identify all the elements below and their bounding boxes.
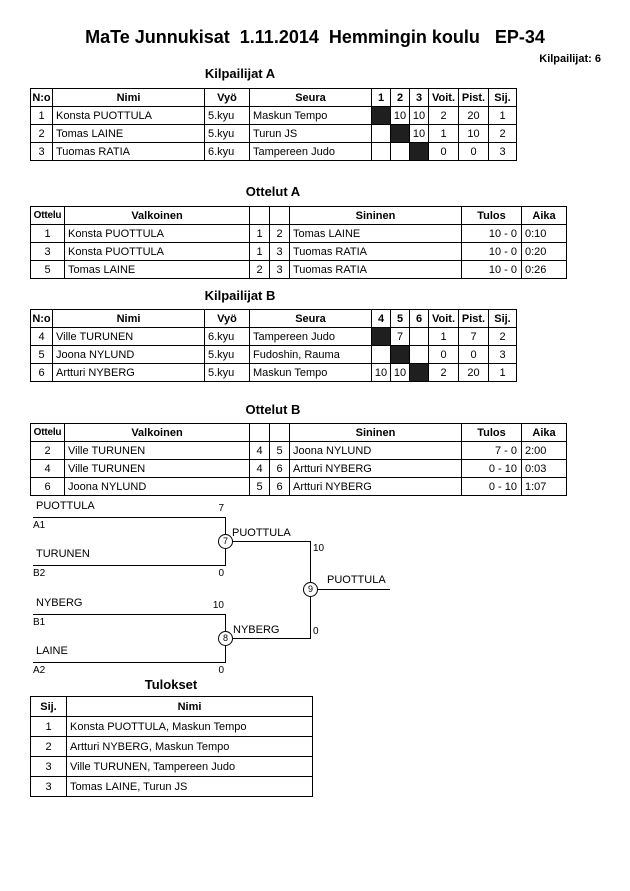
cell-result: 10 (410, 125, 429, 143)
cell-place: 3 (489, 143, 517, 161)
cell-blue-name: Joona NYLUND (290, 442, 462, 460)
section-heading-kilpailijat-b: Kilpailijat B (204, 288, 276, 303)
col-header-m3: 3 (410, 89, 429, 107)
cell-place: 2 (489, 125, 517, 143)
page-title: MaTe Junnukisat 1.11.2014 Hemmingin koulu EP-34 (85, 27, 545, 47)
pool-row (31, 143, 517, 161)
cell-result: 0 - 10 (462, 478, 522, 496)
cell-time: 0:03 (522, 460, 567, 478)
col-header-no: N:o (31, 310, 53, 328)
col-header-points: Pist. (459, 310, 489, 328)
pool-header-row (31, 310, 517, 328)
cell-result (391, 143, 410, 161)
cell-blue-name: Tuomas RATIA (290, 261, 462, 279)
cell-blue-no: 2 (270, 225, 290, 243)
cell-points: 0 (459, 346, 489, 364)
cell-blue-name: Artturi NYBERG (290, 460, 462, 478)
cell-white-name: Konsta PUOTTULA (65, 243, 250, 261)
cell-points: 7 (459, 328, 489, 346)
col-header-m1: 1 (372, 89, 391, 107)
cell-wins: 0 (429, 346, 459, 364)
bracket-sf2-top-score: 10 (212, 600, 224, 611)
bracket-match9-number: 9 (303, 582, 318, 597)
bracket-final-winner-name: PUOTTULA (327, 574, 386, 586)
cell-wins: 2 (429, 107, 459, 125)
col-header-white: Valkoinen (65, 207, 250, 225)
cell-white-name: Konsta PUOTTULA (65, 225, 250, 243)
section-heading-kilpailijat-a: Kilpailijat A (204, 66, 276, 81)
col-header-blue: Sininen (290, 207, 462, 225)
col-header-white-no (250, 424, 270, 442)
section-heading-ottelut-b: Ottelut B (245, 402, 301, 417)
bracket-sf2-bottom-score: 0 (218, 665, 224, 676)
cell-points: 20 (459, 107, 489, 125)
cell-white-no: 4 (250, 442, 270, 460)
col-header-club: Seura (250, 310, 372, 328)
col-header-place: Sij. (31, 697, 67, 717)
match-row (31, 478, 567, 496)
match-header-row (31, 207, 567, 225)
cell-white-name: Ville TURUNEN (65, 460, 250, 478)
col-header-name: Nimi (53, 310, 205, 328)
kilpailijat-a-table (30, 88, 517, 161)
cell-blue-no: 5 (270, 442, 290, 460)
cell-name: Artturi NYBERG (53, 364, 205, 382)
cell-belt: 5.kyu (205, 346, 250, 364)
cell-result-self (391, 346, 410, 364)
cell-belt: 6.kyu (205, 143, 250, 161)
col-header-white: Valkoinen (65, 424, 250, 442)
bracket-sf2-top-name: NYBERG (36, 597, 83, 609)
cell-no: 6 (31, 364, 53, 382)
cell-white-no: 5 (250, 478, 270, 496)
col-header-wins: Voit. (429, 89, 459, 107)
match-row (31, 243, 567, 261)
cell-belt: 6.kyu (205, 328, 250, 346)
match-row (31, 225, 567, 243)
cell-name: Tuomas RATIA (53, 143, 205, 161)
cell-time: 0:26 (522, 261, 567, 279)
col-header-blue-no (270, 207, 290, 225)
cell-name: Tomas LAINE, Turun JS (67, 777, 313, 797)
col-header-no: N:o (31, 89, 53, 107)
cell-place: 1 (489, 364, 517, 382)
ottelut-a-table (30, 206, 567, 279)
cell-match-no: 2 (31, 442, 65, 460)
bracket-sf1-winner-line (226, 541, 310, 542)
cell-result: 10 (372, 364, 391, 382)
bracket-sf2-winner-line (226, 638, 310, 639)
bracket-sf1-top-name: PUOTTULA (36, 500, 95, 512)
cell-result: 7 - 0 (462, 442, 522, 460)
cell-belt: 5.kyu (205, 364, 250, 382)
cell-club: Tampereen Judo (250, 143, 372, 161)
cell-name: Joona NYLUND (53, 346, 205, 364)
pool-row (31, 346, 517, 364)
cell-no: 4 (31, 328, 53, 346)
cell-time: 0:10 (522, 225, 567, 243)
cell-match-no: 1 (31, 225, 65, 243)
cell-result: 10 (391, 107, 410, 125)
bracket-match7-number: 7 (218, 534, 233, 549)
col-header-belt: Vyö (205, 310, 250, 328)
cell-club: Turun JS (250, 125, 372, 143)
cell-white-no: 1 (250, 225, 270, 243)
cell-points: 20 (459, 364, 489, 382)
bracket-sf1-bottom-score: 0 (218, 568, 224, 579)
cell-club: Maskun Tempo (250, 107, 372, 125)
cell-result: 10 (391, 364, 410, 382)
cell-name: Ville TURUNEN, Tampereen Judo (67, 757, 313, 777)
cell-match-no: 5 (31, 261, 65, 279)
competitor-count: Kilpailijat: 6 (539, 53, 601, 65)
pool-row (31, 125, 517, 143)
cell-result: 10 - 0 (462, 243, 522, 261)
col-header-m3: 6 (410, 310, 429, 328)
cell-name: Tomas LAINE (53, 125, 205, 143)
cell-white-name: Tomas LAINE (65, 261, 250, 279)
match-row (31, 442, 567, 460)
section-heading-ottelut-a: Ottelut A (245, 184, 301, 199)
bracket-sf2-top-line (33, 614, 226, 615)
cell-blue-name: Artturi NYBERG (290, 478, 462, 496)
cell-name: Ville TURUNEN (53, 328, 205, 346)
cell-white-no: 4 (250, 460, 270, 478)
cell-match-no: 4 (31, 460, 65, 478)
bracket-sf1-top-seed: A1 (33, 520, 46, 531)
cell-white-no: 2 (250, 261, 270, 279)
cell-place: 2 (489, 328, 517, 346)
bracket-sf2-bottom-line (33, 662, 226, 663)
bracket-sf2-winner-score: 0 (313, 626, 319, 637)
cell-result: 10 (410, 107, 429, 125)
cell-place: 3 (31, 777, 67, 797)
cell-place: 1 (489, 107, 517, 125)
cell-match-no: 6 (31, 478, 65, 496)
cell-result: 7 (391, 328, 410, 346)
cell-white-no: 1 (250, 243, 270, 261)
cell-result (410, 328, 429, 346)
match-row (31, 460, 567, 478)
cell-result (372, 125, 391, 143)
bracket-final-winner-line (311, 589, 390, 590)
cell-club: Maskun Tempo (250, 364, 372, 382)
col-header-blue-no (270, 424, 290, 442)
cell-blue-no: 6 (270, 460, 290, 478)
cell-club: Tampereen Judo (250, 328, 372, 346)
pool-row (31, 328, 517, 346)
cell-result-self (391, 125, 410, 143)
cell-points: 0 (459, 143, 489, 161)
cell-wins: 2 (429, 364, 459, 382)
cell-blue-no: 3 (270, 243, 290, 261)
cell-time: 2:00 (522, 442, 567, 460)
col-header-white-no (250, 207, 270, 225)
col-header-time: Aika (522, 207, 567, 225)
bracket-sf2-bottom-seed: A2 (33, 665, 46, 676)
cell-wins: 1 (429, 328, 459, 346)
cell-result-self (372, 328, 391, 346)
cell-place: 2 (31, 737, 67, 757)
ottelut-b-table (30, 423, 567, 496)
cell-place: 3 (489, 346, 517, 364)
col-header-place: Sij. (489, 89, 517, 107)
cell-belt: 5.kyu (205, 107, 250, 125)
bracket-sf2-winner-name: NYBERG (233, 624, 280, 636)
col-header-result: Tulos (462, 424, 522, 442)
cell-time: 0:20 (522, 243, 567, 261)
results-row (31, 717, 313, 737)
col-header-match: Ottelu (31, 207, 65, 225)
results-header-row (31, 697, 313, 717)
col-header-points: Pist. (459, 89, 489, 107)
bracket-sf1-bottom-seed: B2 (33, 568, 46, 579)
match-row (31, 261, 567, 279)
results-row (31, 757, 313, 777)
cell-name: Konsta PUOTTULA, Maskun Tempo (67, 717, 313, 737)
col-header-result: Tulos (462, 207, 522, 225)
cell-club: Fudoshin, Rauma (250, 346, 372, 364)
bracket-sf1-winner-score: 10 (313, 543, 325, 554)
cell-match-no: 3 (31, 243, 65, 261)
kilpailijat-b-table (30, 309, 517, 382)
pool-row (31, 364, 517, 382)
cell-result-self (372, 107, 391, 125)
cell-result: 10 - 0 (462, 225, 522, 243)
results-row (31, 777, 313, 797)
col-header-name: Nimi (53, 89, 205, 107)
cell-no: 3 (31, 143, 53, 161)
cell-belt: 5.kyu (205, 125, 250, 143)
bracket-sf1-top-line (33, 517, 226, 518)
cell-result: 10 - 0 (462, 261, 522, 279)
cell-result-self (410, 364, 429, 382)
col-header-club: Seura (250, 89, 372, 107)
cell-result: 0 - 10 (462, 460, 522, 478)
col-header-place: Sij. (489, 310, 517, 328)
cell-wins: 0 (429, 143, 459, 161)
pool-row (31, 107, 517, 125)
col-header-blue: Sininen (290, 424, 462, 442)
bracket-match8-number: 8 (218, 631, 233, 646)
match-header-row (31, 424, 567, 442)
cell-no: 5 (31, 346, 53, 364)
tulokset-table (30, 696, 313, 797)
cell-wins: 1 (429, 125, 459, 143)
bracket-sf2-top-seed: B1 (33, 617, 46, 628)
col-header-wins: Voit. (429, 310, 459, 328)
col-header-match: Ottelu (31, 424, 65, 442)
cell-result (372, 143, 391, 161)
bracket-sf1-winner-name: PUOTTULA (232, 527, 291, 539)
col-header-time: Aika (522, 424, 567, 442)
col-header-name: Nimi (67, 697, 313, 717)
cell-result (410, 346, 429, 364)
cell-place: 3 (31, 757, 67, 777)
cell-result (372, 346, 391, 364)
cell-blue-no: 6 (270, 478, 290, 496)
results-row (31, 737, 313, 757)
bracket-sf1-bottom-line (33, 565, 226, 566)
section-heading-tulokset: Tulokset (144, 677, 198, 692)
cell-white-name: Joona NYLUND (65, 478, 250, 496)
cell-no: 2 (31, 125, 53, 143)
cell-white-name: Ville TURUNEN (65, 442, 250, 460)
bracket-sf2-bottom-name: LAINE (36, 645, 68, 657)
col-header-m2: 5 (391, 310, 410, 328)
cell-no: 1 (31, 107, 53, 125)
cell-points: 10 (459, 125, 489, 143)
col-header-belt: Vyö (205, 89, 250, 107)
pool-header-row (31, 89, 517, 107)
bracket-sf1-bottom-name: TURUNEN (36, 548, 90, 560)
cell-place: 1 (31, 717, 67, 737)
bracket-sf1-top-score: 7 (218, 503, 224, 514)
cell-blue-name: Tuomas RATIA (290, 243, 462, 261)
cell-name: Konsta PUOTTULA (53, 107, 205, 125)
cell-name: Artturi NYBERG, Maskun Tempo (67, 737, 313, 757)
col-header-m1: 4 (372, 310, 391, 328)
cell-blue-name: Tomas LAINE (290, 225, 462, 243)
col-header-m2: 2 (391, 89, 410, 107)
cell-result-self (410, 143, 429, 161)
cell-time: 1:07 (522, 478, 567, 496)
cell-blue-no: 3 (270, 261, 290, 279)
